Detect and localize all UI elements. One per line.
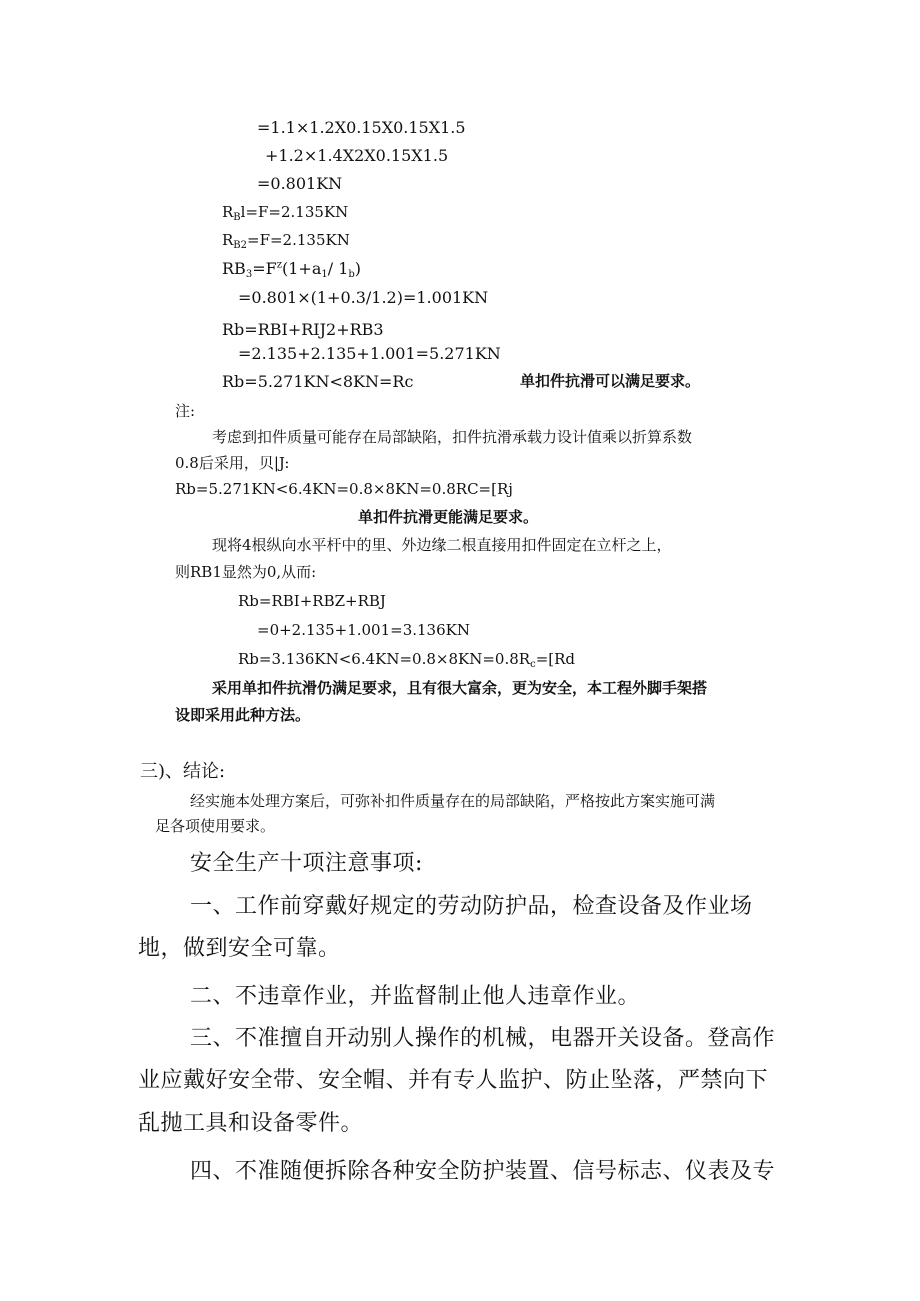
calc-line-7: =2.135+2.135+1.001=5.271KN: [238, 344, 501, 363]
final-statement-a: 采用单扣件抗滑仍满足要求，且有很大富余，更为安全，本工程外脚手架搭: [212, 679, 708, 697]
calc-line-3: =0.801KN: [257, 174, 343, 193]
f3-pre: Rb=3.136KN<6.4KN=0.8×8KN=0.8R: [238, 650, 531, 668]
rb3-mid: =F: [252, 259, 277, 278]
note-formula-1: Rb=RBI+RBZ+RBJ: [238, 592, 386, 610]
rb1-rest: l=F=2.135KN: [240, 203, 349, 221]
calc-rb3: [222, 259, 361, 281]
rb2-rest: =F=2.135KN: [247, 231, 350, 249]
section-3-para-a: 经实施本处理方案后，可弥补扣件质量存在的局部缺陷，严格按此方案实施可满: [190, 792, 716, 810]
note-para-2a: 现将4根纵向水平杆中的里、外边缘二根直接用扣件固定在立杆之上，: [212, 536, 672, 554]
note-formula-2: =0+2.135+1.001=3.136KN: [257, 621, 470, 639]
f3-post: =[Rd: [535, 650, 576, 668]
safety-item-2: 二、不违章作业，并监督制止他人违章作业。: [190, 984, 641, 1009]
rb3-asub: 1: [321, 269, 328, 280]
rb3-sub: 3: [245, 269, 253, 280]
rb3-sup: z: [276, 259, 282, 271]
safety-item-1a: 一、工作前穿戴好规定的劳动防护品，检查设备及作业场: [190, 894, 753, 919]
calc-line-5: =0.801×(1+0.3/1.2)=1.001KN: [238, 288, 489, 307]
safety-item-3c: 乱抛工具和设备零件。: [138, 1111, 364, 1136]
rb1-r: R: [222, 203, 234, 221]
safety-item-1b: 地，做到安全可靠。: [138, 936, 341, 961]
calc-line-2: +1.2×1.4X2X0.15X1.5: [265, 146, 449, 165]
note-para-1a: 考虑到扣件质量可能存在局部缺陷，扣件抗滑承载力设计值乘以折算系数: [212, 428, 693, 446]
rb3-end: ): [354, 259, 362, 278]
note-formula-3: [238, 650, 575, 671]
calc-rb1: [222, 203, 348, 224]
calc-line-6: Rb=RBI+RIJ2+RB3: [222, 320, 384, 339]
rb3-pre: RB: [222, 259, 246, 278]
rb3-a: (1+a: [281, 259, 322, 278]
safety-item-4a: 四、不准随便拆除各种安全防护装置、信号标志、仪表及专: [190, 1159, 776, 1184]
rb2-r: R: [222, 231, 234, 249]
note-para-2b: 则RB1显然为0,从而:: [175, 563, 317, 581]
note-para-1b: 0.8后采用，贝|J:: [175, 454, 290, 472]
safety-item-3b: 业应戴好安全带、安全帽、并有专人监护、防止坠落，严禁向下: [138, 1068, 769, 1093]
safety-title: 安全生产十项注意事项:: [190, 851, 423, 876]
section-3-para-b: 足各项使用要求。: [155, 817, 276, 835]
section-3-heading: 三)、结论:: [140, 761, 226, 782]
rb2-sub: B2: [233, 240, 248, 251]
rb3-bsub: b: [348, 269, 355, 280]
final-statement-b: 设即采用此种方法。: [175, 706, 311, 724]
note-formula: Rb=5.271KN<6.4KN=0.8×8KN=0.8RC=[Rj: [175, 480, 513, 498]
note-label: 注:: [175, 402, 196, 420]
calc-line-8: Rb=5.271KN<8KN=Rc: [222, 372, 414, 391]
calc-rb2: [222, 231, 350, 252]
calc-line-1: =1.1×1.2X0.15X0.15X1.5: [257, 118, 466, 137]
note-conclusion: 单扣件抗滑更能满足要求。: [358, 508, 539, 526]
f3-sub: c: [530, 659, 536, 670]
safety-item-3a: 三、不准擅自开动别人操作的机械，电器开关设备。登高作: [190, 1026, 776, 1051]
calc-conclusion: 单扣件抗滑可以满足要求。: [520, 372, 701, 390]
rb3-b: / 1: [327, 259, 349, 278]
rb1-sub: B: [233, 212, 241, 223]
